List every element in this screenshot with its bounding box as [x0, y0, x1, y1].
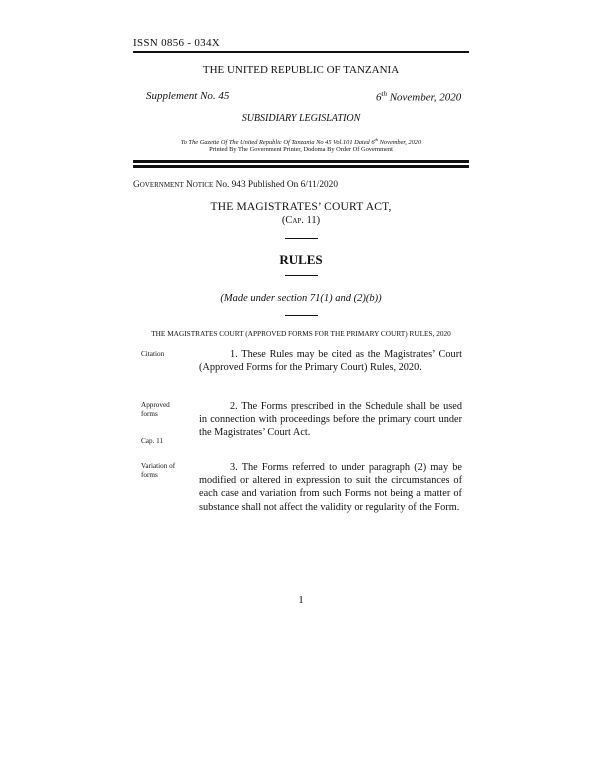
rules-heading: RULES: [279, 252, 323, 267]
double-rule-top: [133, 160, 469, 163]
printed-by-line: Printed By The Government Printer, Dodoma By Order Of Government: [209, 146, 393, 153]
section-2-text: 2. The Forms prescribed in the Schedule shall be used in connection with proceedings before the primary court under the Magistrates’ Court Act.: [199, 401, 462, 439]
gazette-sup: th: [374, 137, 379, 142]
gazette-post: November, 2020: [378, 139, 422, 147]
cap-open: (: [281, 215, 286, 226]
republic-title: THE UNITED REPUBLIC OF TANZANIA: [202, 64, 400, 76]
date-suffix: th: [381, 90, 387, 98]
side-note-approved-forms: Approved forms: [141, 401, 170, 418]
gazette-pre: To The Gazette Of The United Republic Of Tanzania No 45 Vol.101 Dated 6: [180, 139, 375, 147]
date-rest: November, 2020: [386, 91, 462, 104]
government-notice: [133, 180, 338, 190]
issn-number: ISSN 0856 - 034X: [133, 37, 220, 49]
cap-rest: . 11): [301, 215, 321, 226]
header-rule: [133, 51, 469, 53]
separator-dash: [285, 275, 318, 276]
section-1-text: 1. These Rules may be cited as the Magistrates’ Court (Approved Forms for the Primary Court) Rules, 2020.: [199, 349, 462, 374]
date-day: 6: [376, 91, 382, 104]
supplement-date: [376, 90, 461, 104]
side-note-cap: Cap. 11: [141, 437, 164, 445]
rules-long-title: THE MAGISTRATES COURT (APPROVED FORMS FOR THE PRIMARY COURT) RULES, 2020: [151, 329, 451, 338]
cap-word: Cap: [285, 215, 302, 226]
double-rule-bottom: [133, 165, 469, 168]
page-number: 1: [298, 594, 304, 606]
separator-dash: [285, 238, 318, 239]
gazette-line: [133, 137, 469, 146]
made-under-clause: (Made under section 71(1) and (2)(b)): [220, 293, 382, 304]
supplement-number: Supplement No. 45: [146, 90, 230, 102]
act-title: THE MAGISTRATES’ COURT ACT,: [210, 201, 392, 213]
notice-details: No. 943 Published On 6/11/2020: [213, 180, 338, 190]
side-note-variation: Variation of forms: [141, 462, 176, 479]
separator-dash: [285, 315, 318, 316]
act-chapter: [133, 215, 469, 226]
side-note-citation: Citation: [141, 350, 165, 358]
subsidiary-legislation-label: SUBSIDIARY LEGISLATION: [241, 113, 361, 124]
section-3-text: 3. The Forms referred to under paragraph (2) may be modified or altered in expression to suit the circumstances of each case and variation from such Forms not being a matter of substance shall not affect the validity or regularity of the Form.: [199, 462, 462, 513]
notice-label: Government Notice: [133, 180, 214, 190]
